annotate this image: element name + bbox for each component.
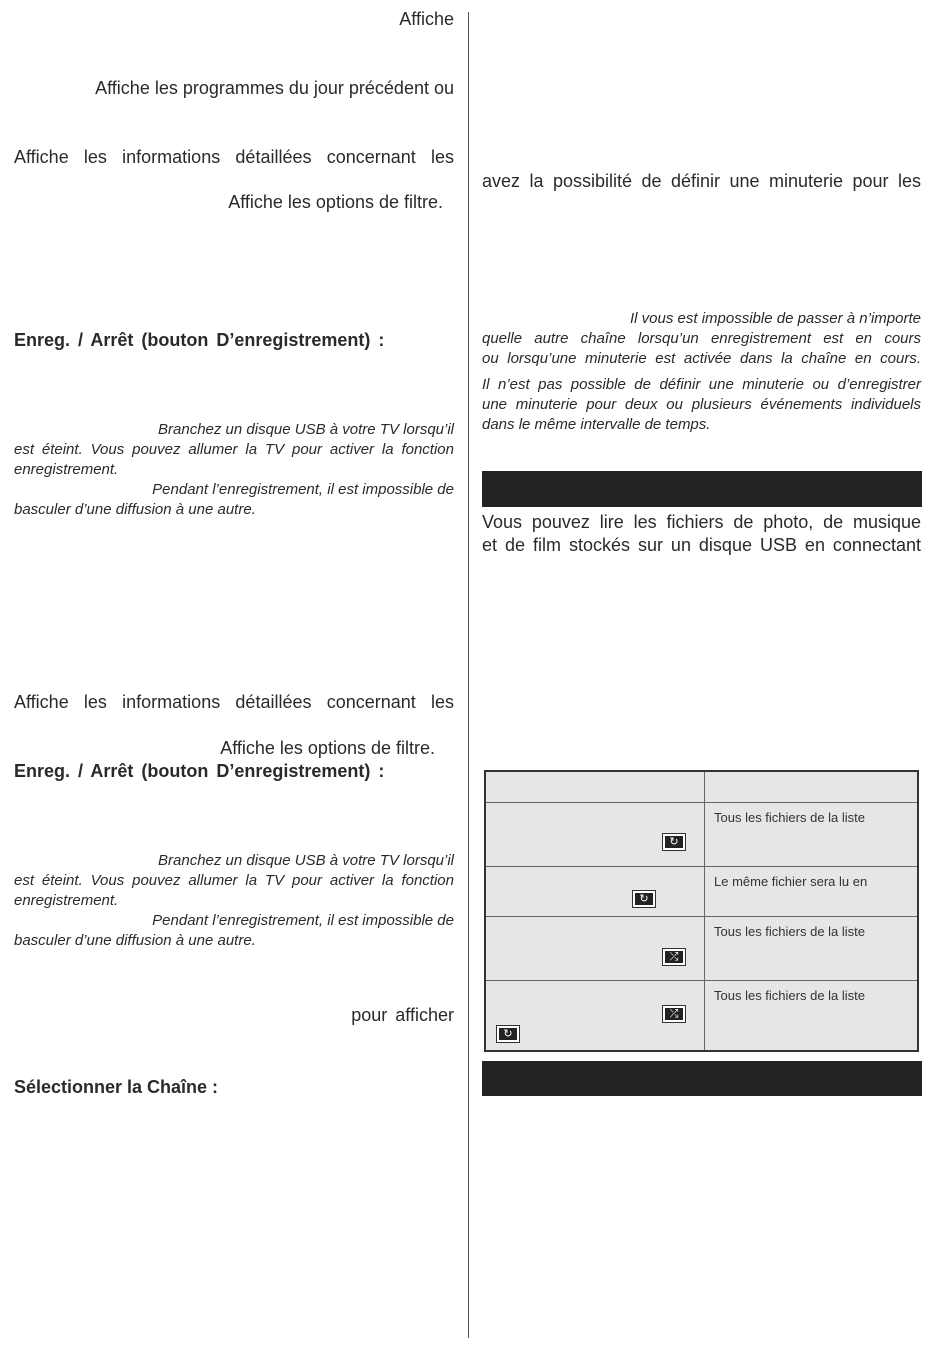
usb-note-line2: est éteint. Vous pouvez allumer la TV pour activer la fonction: [14, 441, 454, 458]
table-header-cell: [705, 771, 919, 802]
table-cell-desc: [705, 916, 919, 980]
table-cell-mode: [485, 802, 705, 866]
loop-icon: ↻: [496, 1025, 520, 1043]
table-cell-desc: [705, 802, 919, 866]
info-details-text-2: Affiche les informations détaillées concernant les: [14, 692, 454, 712]
timer-note-line3: dans le même intervalle de temps.: [482, 416, 711, 433]
filter-options-text-2: Affiche les options de filtre.: [220, 738, 435, 758]
table-cell-mode: [485, 980, 705, 1051]
usb-playback-line2: et de film stockés sur un disque USB en connectant: [482, 535, 921, 555]
table-header-row: [485, 771, 918, 802]
table-row-desc: Tous les fichiers de la liste: [714, 809, 866, 825]
section-header-bar: [482, 471, 922, 507]
table-cell-desc: [705, 980, 919, 1051]
usb-note2-line3: enregistrement.: [14, 892, 119, 909]
table-row-desc: Tous les fichiers de la liste: [714, 923, 866, 939]
timer-note-line1: Il n’est pas possible de définir une minuterie ou d’enregistrer: [482, 376, 921, 393]
recording-note-line2: basculer d’une diffusion à une autre.: [14, 501, 256, 518]
shuffle-icon: ⤮: [662, 1005, 686, 1023]
table-row: [485, 802, 918, 866]
recording-note2-line1: Pendant l’enregistrement, il est impossible de: [152, 912, 454, 929]
usb-note-line1: Branchez un disque USB à votre TV lorsqu’il: [158, 421, 454, 438]
timer-text: avez la possibilité de définir une minuterie pour les: [482, 171, 921, 191]
table-row: [485, 980, 918, 1051]
usb-note2-line2: est éteint. Vous pouvez allumer la TV pour activer la fonction: [14, 872, 454, 889]
recording-note-line1: Pendant l’enregistrement, il est impossible de: [152, 481, 454, 498]
table-cell-mode: [485, 916, 705, 980]
loop-icon: ↻: [662, 833, 686, 851]
table-row: [485, 916, 918, 980]
record-heading: Enreg. / Arrêt (bouton D’enregistrement) :: [14, 330, 385, 350]
table-header-cell: [485, 771, 705, 802]
table-row-desc: Tous les fichiers de la liste: [714, 987, 866, 1003]
playback-mode-table: [484, 770, 919, 1052]
table-row-desc: Le même fichier sera lu en: [714, 873, 868, 889]
channel-note-line3: ou lorsqu’une minuterie est activée dans la chaîne en cours.: [482, 350, 921, 367]
record-heading-2: Enreg. / Arrêt (bouton D’enregistrement) :: [14, 761, 385, 781]
pour-afficher-text: pour afficher: [351, 1005, 454, 1025]
affiche-text: Affiche: [399, 9, 454, 29]
channel-note-line2: quelle autre chaîne lorsqu’un enregistrement est en cours: [482, 330, 921, 347]
table-cell-mode: [485, 866, 705, 916]
table-cell-desc: [705, 866, 919, 916]
programmes-text: Affiche les programmes du jour précédent ou: [95, 78, 454, 98]
usb-note2-line1: Branchez un disque USB à votre TV lorsqu’il: [158, 852, 454, 869]
table-row: [485, 866, 918, 916]
usb-playback-line1: Vous pouvez lire les fichiers de photo, de musique: [482, 512, 921, 532]
timer-note-line2: une minuterie pour deux ou plusieurs événements individuels: [482, 396, 921, 413]
select-channel-heading: Sélectionner la Chaîne :: [14, 1077, 219, 1097]
recording-note2-line2: basculer d’une diffusion à une autre.: [14, 932, 256, 949]
usb-note-line3: enregistrement.: [14, 461, 119, 478]
column-divider: [468, 12, 469, 1338]
channel-note-line1: Il vous est impossible de passer à n’importe: [630, 310, 921, 327]
shuffle-icon: ⤮: [662, 948, 686, 966]
info-details-text: Affiche les informations détaillées concernant les: [14, 147, 454, 167]
section-header-bar-2: [482, 1061, 922, 1096]
filter-options-text: Affiche les options de filtre.: [228, 192, 443, 212]
loop-icon: ↻: [632, 890, 656, 908]
